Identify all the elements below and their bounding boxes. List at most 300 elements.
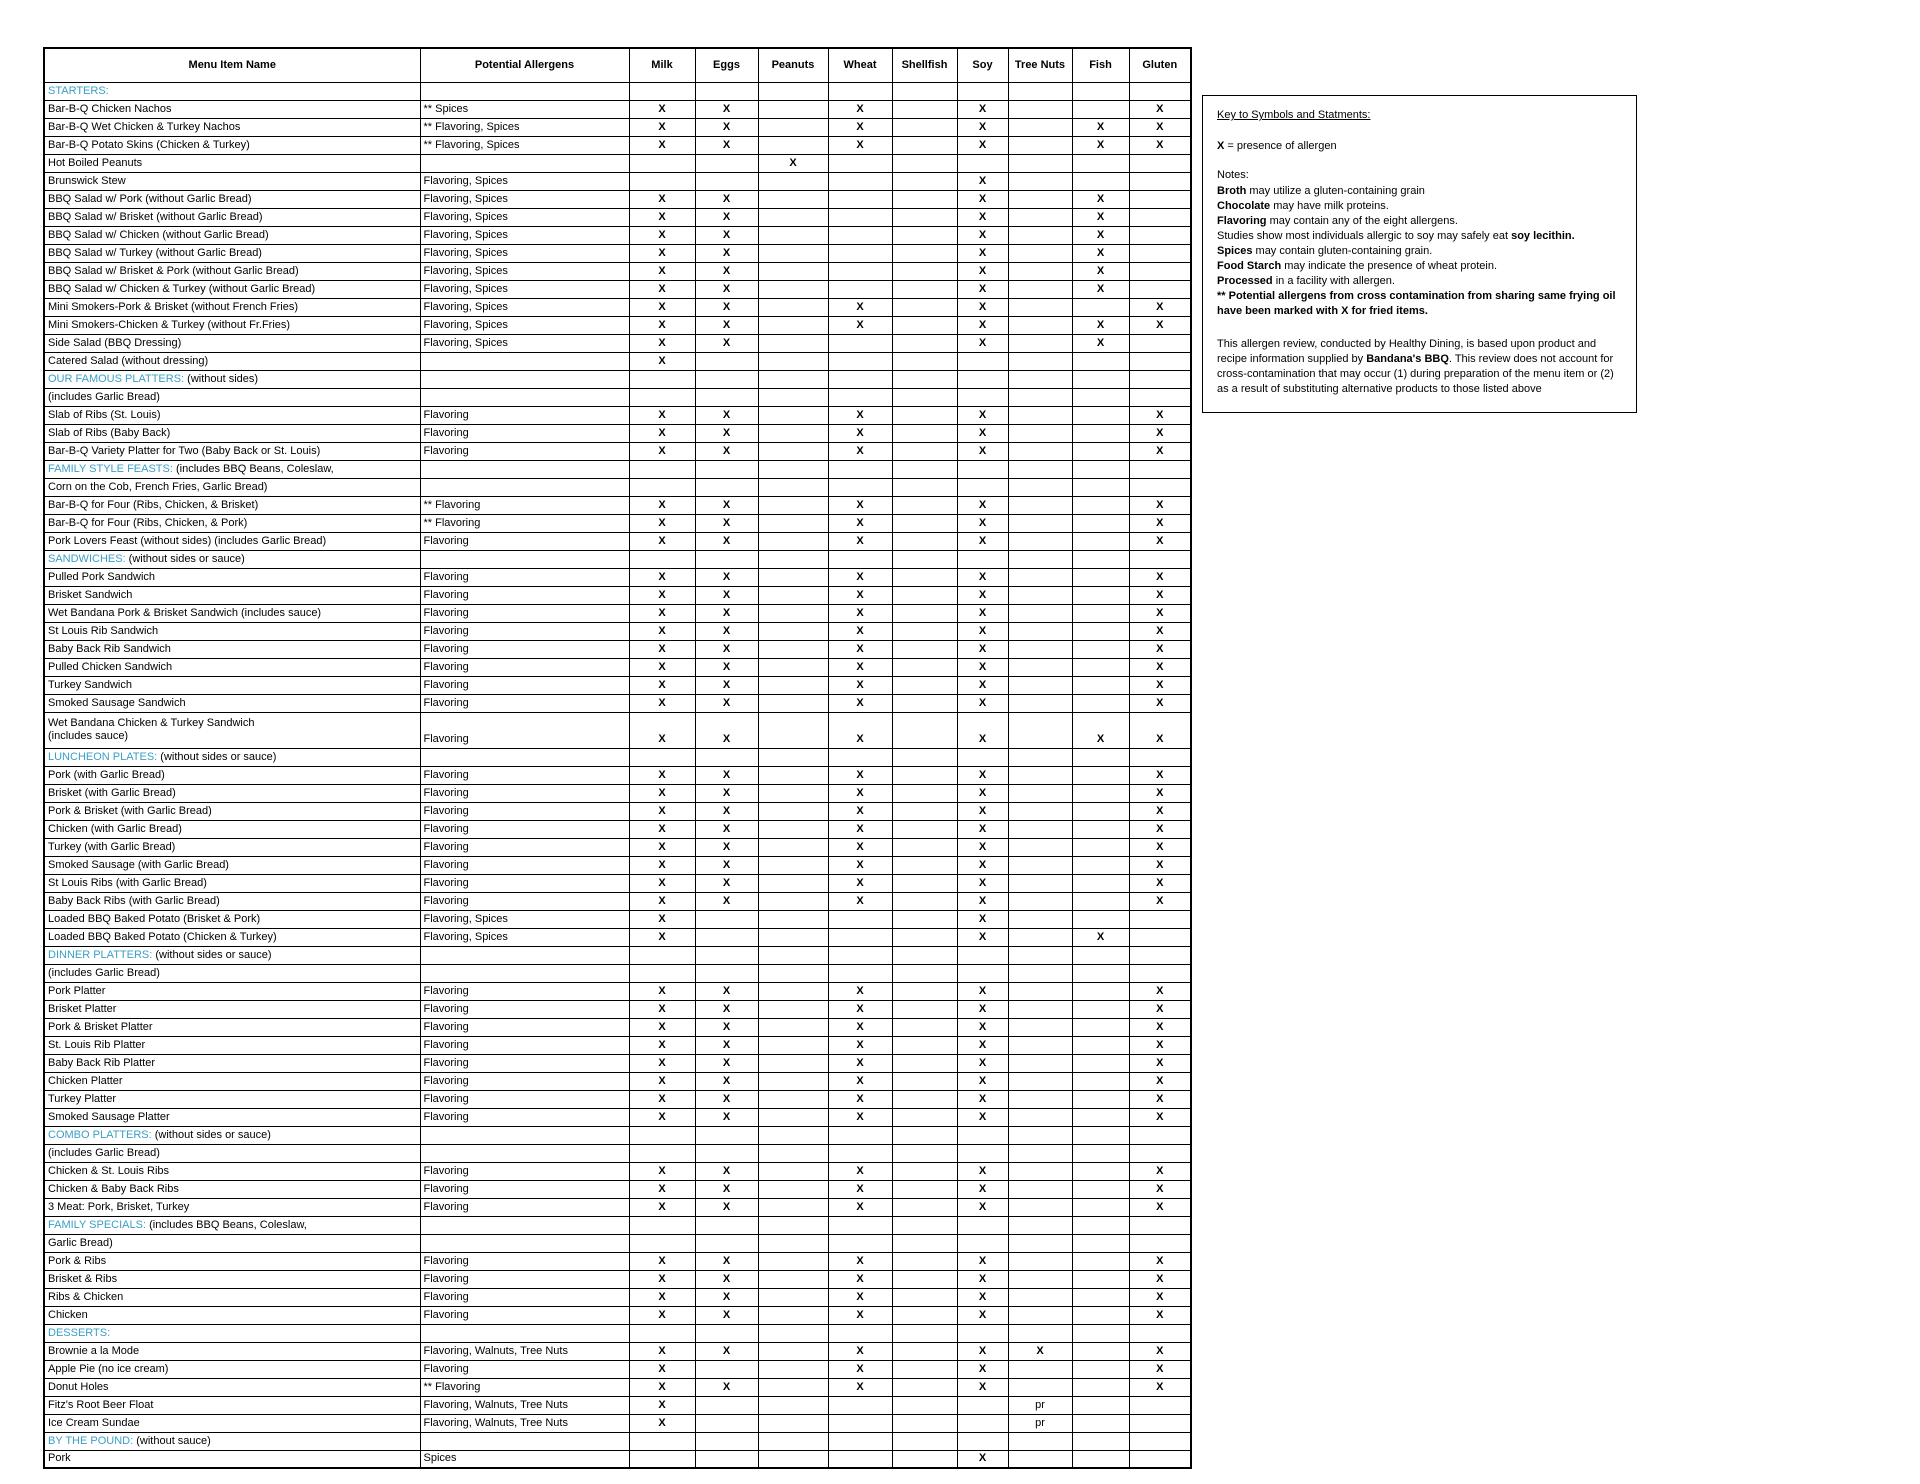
mark-cell: X — [695, 838, 758, 856]
mark-cell: X — [695, 424, 758, 442]
mark-cell: X — [828, 532, 892, 550]
menu-item-cell: Loaded BBQ Baked Potato (Chicken & Turkey) — [44, 928, 420, 946]
mark-cell: X — [695, 766, 758, 784]
section-title: OUR FAMOUS PLATTERS: — [48, 372, 185, 385]
mark-cell — [1008, 1108, 1072, 1126]
mark-cell — [892, 1018, 957, 1036]
mark-cell — [758, 640, 828, 658]
menu-item-cell: Pulled Chicken Sandwich — [44, 658, 420, 676]
section-continuation-row — [44, 1234, 1191, 1252]
mark-cell — [1008, 586, 1072, 604]
mark-cell — [1072, 1270, 1129, 1288]
mark-cell: X — [629, 622, 695, 640]
allergens-cell: Flavoring — [420, 1108, 629, 1126]
menu-item-cell: Chicken (with Garlic Bread) — [44, 820, 420, 838]
mark-cell — [957, 478, 1008, 496]
mark-cell: X — [957, 100, 1008, 118]
menu-item-cell: BBQ Salad w/ Turkey (without Garlic Bread) — [44, 244, 420, 262]
menu-item-row — [44, 982, 1191, 1000]
mark-cell — [758, 982, 828, 1000]
mark-cell: pr — [1008, 1396, 1072, 1414]
mark-cell — [629, 460, 695, 478]
mark-cell — [758, 208, 828, 226]
mark-cell — [892, 784, 957, 802]
section-continuation-cell: (includes Garlic Bread) — [44, 1144, 420, 1162]
allergens-cell: Spices — [420, 1450, 629, 1468]
menu-item-cell: BBQ Salad w/ Chicken & Turkey (without Garlic Bread) — [44, 280, 420, 298]
mark-cell — [957, 1126, 1008, 1144]
menu-item-cell: Chicken & Baby Back Ribs — [44, 1180, 420, 1198]
mark-cell — [1129, 226, 1191, 244]
mark-cell — [892, 442, 957, 460]
menu-item-row — [44, 784, 1191, 802]
mark-cell — [758, 928, 828, 946]
mark-cell — [892, 622, 957, 640]
mark-cell: X — [695, 262, 758, 280]
allergens-cell: Flavoring — [420, 676, 629, 694]
mark-cell — [1008, 856, 1072, 874]
mark-cell: X — [957, 496, 1008, 514]
menu-item-cell: Turkey Platter — [44, 1090, 420, 1108]
mark-cell — [1008, 982, 1072, 1000]
mark-cell — [695, 1324, 758, 1342]
mark-cell — [1129, 1414, 1191, 1432]
menu-item-cell: Hot Boiled Peanuts — [44, 154, 420, 172]
mark-cell — [758, 1126, 828, 1144]
mark-cell — [892, 100, 957, 118]
mark-cell — [1008, 1198, 1072, 1216]
menu-item-cell: Pork Lovers Feast (without sides) (includes Garlic Bread) — [44, 532, 420, 550]
section-row — [44, 82, 1191, 100]
mark-cell: X — [828, 586, 892, 604]
mark-cell: X — [695, 1018, 758, 1036]
mark-cell — [892, 1324, 957, 1342]
section-row — [44, 1216, 1191, 1234]
review-paragraph: This allergen review, conducted by Healthy Dining, is based upon product and recipe information supplied by Bandana's BBQ. This review does not account for cross-contamination that may occur (1) during preparation of the menu item or (2) as a result of substituting alternative products to those listed above — [1217, 338, 1614, 395]
allergens-cell: Flavoring — [420, 658, 629, 676]
mark-cell — [1008, 910, 1072, 928]
menu-item-cell: Bar-B-Q Variety Platter for Two (Baby Back or St. Louis) — [44, 442, 420, 460]
mark-cell: X — [957, 1090, 1008, 1108]
allergens-cell: Flavoring — [420, 892, 629, 910]
menu-item-cell: Fitz's Root Beer Float — [44, 1396, 420, 1414]
menu-item-row — [44, 424, 1191, 442]
mark-cell — [892, 532, 957, 550]
section-title: FAMILY STYLE FEASTS: — [48, 462, 173, 475]
mark-cell — [758, 1090, 828, 1108]
mark-cell: X — [629, 1198, 695, 1216]
mark-cell — [695, 172, 758, 190]
mark-cell — [1008, 694, 1072, 712]
mark-cell — [758, 1378, 828, 1396]
mark-cell — [1008, 100, 1072, 118]
allergens-cell — [420, 154, 629, 172]
allergens-cell: Flavoring — [420, 820, 629, 838]
allergens-cell — [420, 1144, 629, 1162]
mark-cell — [758, 1396, 828, 1414]
mark-cell: X — [957, 1108, 1008, 1126]
mark-cell — [957, 946, 1008, 964]
mark-cell — [758, 784, 828, 802]
mark-cell: X — [695, 658, 758, 676]
mark-cell: X — [629, 586, 695, 604]
allergens-cell: Flavoring, Walnuts, Tree Nuts — [420, 1342, 629, 1360]
mark-cell — [758, 604, 828, 622]
mark-cell — [695, 1396, 758, 1414]
mark-cell: X — [1129, 640, 1191, 658]
mark-cell — [1072, 784, 1129, 802]
mark-cell — [1008, 352, 1072, 370]
mark-cell: X — [1072, 226, 1129, 244]
mark-cell — [629, 1126, 695, 1144]
mark-cell: X — [695, 640, 758, 658]
menu-item-cell: Chicken Platter — [44, 1072, 420, 1090]
mark-cell — [1129, 370, 1191, 388]
menu-item-row — [44, 604, 1191, 622]
menu-item-row — [44, 802, 1191, 820]
mark-cell — [1008, 658, 1072, 676]
mark-cell — [629, 154, 695, 172]
menu-item-row — [44, 1072, 1191, 1090]
menu-item-cell: Turkey Sandwich — [44, 676, 420, 694]
mark-cell — [957, 550, 1008, 568]
mark-cell — [957, 460, 1008, 478]
allergens-cell: Flavoring, Spices — [420, 316, 629, 334]
mark-cell — [1129, 1324, 1191, 1342]
key-note: Food Starch may indicate the presence of wheat protein. — [1217, 260, 1498, 272]
mark-cell — [1072, 640, 1129, 658]
mark-cell: X — [828, 766, 892, 784]
mark-cell — [892, 226, 957, 244]
mark-cell — [1072, 1432, 1129, 1450]
mark-cell — [828, 550, 892, 568]
mark-cell: X — [1072, 712, 1129, 748]
mark-cell: X — [629, 496, 695, 514]
menu-item-row — [44, 280, 1191, 298]
mark-cell — [758, 100, 828, 118]
allergens-cell: Flavoring — [420, 1306, 629, 1324]
mark-cell: X — [695, 514, 758, 532]
menu-item-row — [44, 1342, 1191, 1360]
menu-item-cell: Ice Cream Sundae — [44, 1414, 420, 1432]
mark-cell: X — [828, 442, 892, 460]
mark-cell — [1072, 802, 1129, 820]
allergens-cell: Flavoring, Spices — [420, 208, 629, 226]
mark-cell: X — [629, 640, 695, 658]
mark-cell — [1072, 1108, 1129, 1126]
allergens-cell: Flavoring — [420, 1054, 629, 1072]
menu-item-cell: Brisket (with Garlic Bread) — [44, 784, 420, 802]
menu-item-row — [44, 1306, 1191, 1324]
menu-item-cell: Pork & Brisket (with Garlic Bread) — [44, 802, 420, 820]
menu-item-cell: Slab of Ribs (St. Louis) — [44, 406, 420, 424]
mark-cell — [758, 1288, 828, 1306]
mark-cell — [758, 1036, 828, 1054]
mark-cell: X — [1129, 1108, 1191, 1126]
mark-cell: X — [1129, 676, 1191, 694]
key-title: Key to Symbols and Statments: — [1217, 109, 1371, 121]
mark-cell — [828, 208, 892, 226]
mark-cell: X — [957, 208, 1008, 226]
mark-cell: X — [1072, 208, 1129, 226]
mark-cell — [892, 478, 957, 496]
mark-cell: X — [629, 1000, 695, 1018]
mark-cell: X — [828, 874, 892, 892]
mark-cell — [758, 442, 828, 460]
mark-cell — [1008, 748, 1072, 766]
allergens-cell — [420, 1216, 629, 1234]
mark-cell: X — [828, 892, 892, 910]
mark-cell: X — [629, 604, 695, 622]
mark-cell — [892, 550, 957, 568]
allergens-cell: Flavoring — [420, 694, 629, 712]
mark-cell: X — [1129, 424, 1191, 442]
mark-cell — [758, 406, 828, 424]
mark-cell — [892, 982, 957, 1000]
mark-cell: X — [828, 640, 892, 658]
mark-cell — [695, 1450, 758, 1468]
mark-cell: X — [1072, 316, 1129, 334]
section-row — [44, 1324, 1191, 1342]
allergens-cell: Flavoring, Spices — [420, 244, 629, 262]
mark-cell — [1072, 1036, 1129, 1054]
mark-cell: X — [695, 856, 758, 874]
mark-cell: X — [828, 1252, 892, 1270]
mark-cell: X — [828, 1306, 892, 1324]
mark-cell: X — [695, 1252, 758, 1270]
menu-item-cell: St Louis Rib Sandwich — [44, 622, 420, 640]
mark-cell — [1072, 460, 1129, 478]
mark-cell — [892, 1162, 957, 1180]
mark-cell — [957, 388, 1008, 406]
mark-cell: X — [957, 406, 1008, 424]
mark-cell — [1008, 136, 1072, 154]
mark-cell: X — [695, 802, 758, 820]
mark-cell: X — [1129, 1018, 1191, 1036]
mark-cell — [892, 82, 957, 100]
allergens-cell: Flavoring — [420, 1090, 629, 1108]
mark-cell — [1072, 946, 1129, 964]
mark-cell — [892, 946, 957, 964]
mark-cell: X — [957, 874, 1008, 892]
mark-cell: X — [629, 532, 695, 550]
mark-cell: X — [695, 1072, 758, 1090]
mark-cell — [1008, 154, 1072, 172]
mark-cell — [828, 1414, 892, 1432]
mark-cell — [892, 1288, 957, 1306]
section-row — [44, 946, 1191, 964]
mark-cell — [1129, 262, 1191, 280]
menu-item-cell: Bar-B-Q Wet Chicken & Turkey Nachos — [44, 118, 420, 136]
mark-cell: X — [695, 190, 758, 208]
mark-cell — [828, 190, 892, 208]
header-row — [44, 48, 1191, 82]
allergens-cell — [420, 946, 629, 964]
mark-cell: X — [828, 1108, 892, 1126]
key-note: ** Potential allergens from cross contamination from sharing same frying oil have been marked with X for fried items. — [1217, 290, 1616, 317]
menu-item-row — [44, 1288, 1191, 1306]
mark-cell: X — [695, 136, 758, 154]
mark-cell — [892, 1072, 957, 1090]
mark-cell: X — [1129, 658, 1191, 676]
menu-item-cell: Brunswick Stew — [44, 172, 420, 190]
mark-cell — [758, 1306, 828, 1324]
mark-cell: X — [629, 226, 695, 244]
mark-cell — [1129, 190, 1191, 208]
allergens-cell: Flavoring — [420, 1000, 629, 1018]
menu-item-cell: Loaded BBQ Baked Potato (Brisket & Pork) — [44, 910, 420, 928]
menu-item-row — [44, 1450, 1191, 1468]
mark-cell — [1129, 1450, 1191, 1468]
menu-item-row — [44, 1162, 1191, 1180]
mark-cell: X — [828, 1198, 892, 1216]
menu-item-row — [44, 1018, 1191, 1036]
menu-item-cell: BBQ Salad w/ Brisket (without Garlic Bread) — [44, 208, 420, 226]
section-title-cell — [44, 550, 420, 568]
mark-cell: X — [828, 100, 892, 118]
mark-cell — [695, 550, 758, 568]
menu-item-row — [44, 892, 1191, 910]
allergens-cell: Flavoring — [420, 1162, 629, 1180]
mark-cell — [758, 226, 828, 244]
mark-cell: X — [957, 694, 1008, 712]
mark-cell — [758, 1450, 828, 1468]
mark-cell — [1129, 910, 1191, 928]
mark-cell — [1072, 1450, 1129, 1468]
mark-cell — [1008, 280, 1072, 298]
mark-cell: X — [957, 658, 1008, 676]
mark-cell: X — [629, 892, 695, 910]
mark-cell — [1072, 532, 1129, 550]
mark-cell: X — [629, 1288, 695, 1306]
mark-cell: X — [695, 1198, 758, 1216]
mark-cell: X — [695, 1090, 758, 1108]
allergens-cell: ** Flavoring — [420, 514, 629, 532]
menu-item-row — [44, 1378, 1191, 1396]
allergens-cell: Flavoring — [420, 640, 629, 658]
mark-cell: X — [1129, 1072, 1191, 1090]
mark-cell: X — [957, 136, 1008, 154]
mark-cell — [1008, 244, 1072, 262]
mark-cell — [892, 748, 957, 766]
mark-cell: X — [695, 1270, 758, 1288]
mark-cell: X — [957, 820, 1008, 838]
mark-cell: X — [828, 118, 892, 136]
mark-cell — [892, 136, 957, 154]
allergens-cell — [420, 388, 629, 406]
allergens-cell: Flavoring — [420, 1270, 629, 1288]
mark-cell: X — [828, 1342, 892, 1360]
mark-cell: X — [1129, 712, 1191, 748]
mark-cell — [828, 154, 892, 172]
mark-cell: X — [629, 280, 695, 298]
menu-item-cell: Donut Holes — [44, 1378, 420, 1396]
mark-cell: X — [629, 1414, 695, 1432]
mark-cell — [758, 82, 828, 100]
mark-cell: X — [629, 802, 695, 820]
mark-cell — [758, 676, 828, 694]
mark-cell — [957, 82, 1008, 100]
mark-cell — [892, 1396, 957, 1414]
mark-cell — [1072, 568, 1129, 586]
allergens-cell: Flavoring — [420, 604, 629, 622]
mark-cell: X — [1129, 694, 1191, 712]
mark-cell — [758, 190, 828, 208]
mark-cell: X — [1129, 820, 1191, 838]
mark-cell: X — [957, 856, 1008, 874]
col-milk: Milk — [629, 48, 695, 82]
mark-cell — [1129, 748, 1191, 766]
mark-cell — [1008, 622, 1072, 640]
mark-cell — [1072, 1234, 1129, 1252]
mark-cell: X — [629, 568, 695, 586]
menu-item-cell — [44, 712, 420, 748]
mark-cell — [758, 1144, 828, 1162]
mark-cell — [1072, 424, 1129, 442]
allergens-cell: Flavoring — [420, 1018, 629, 1036]
mark-cell: X — [695, 442, 758, 460]
menu-item-row — [44, 1054, 1191, 1072]
section-title: FAMILY SPECIALS: — [48, 1218, 147, 1231]
menu-item-cell: Mini Smokers-Chicken & Turkey (without Fr.Fries) — [44, 316, 420, 334]
allergens-cell: ** Flavoring — [420, 496, 629, 514]
allergens-cell: Flavoring — [420, 766, 629, 784]
mark-cell — [828, 478, 892, 496]
mark-cell — [629, 748, 695, 766]
mark-cell — [1008, 874, 1072, 892]
mark-cell: X — [1129, 316, 1191, 334]
mark-cell — [892, 262, 957, 280]
mark-cell — [1129, 352, 1191, 370]
section-title-cell — [44, 1126, 420, 1144]
allergens-cell: Flavoring, Walnuts, Tree Nuts — [420, 1414, 629, 1432]
menu-item-row — [44, 910, 1191, 928]
mark-cell — [1008, 190, 1072, 208]
mark-cell — [758, 1108, 828, 1126]
section-row — [44, 1126, 1191, 1144]
allergens-cell: Flavoring — [420, 982, 629, 1000]
mark-cell — [828, 388, 892, 406]
mark-cell — [758, 298, 828, 316]
mark-cell — [695, 928, 758, 946]
menu-item-cell: Brisket Sandwich — [44, 586, 420, 604]
section-title: BY THE POUND: — [48, 1434, 134, 1447]
menu-item-cell: BBQ Salad w/ Pork (without Garlic Bread) — [44, 190, 420, 208]
mark-cell: X — [957, 424, 1008, 442]
mark-cell — [892, 1414, 957, 1432]
mark-cell — [629, 388, 695, 406]
menu-item-row — [44, 766, 1191, 784]
mark-cell: X — [957, 226, 1008, 244]
menu-item-cell: Brisket Platter — [44, 1000, 420, 1018]
col-wheat: Wheat — [828, 48, 892, 82]
mark-cell: X — [1072, 136, 1129, 154]
key-x-line: X = presence of allergen — [1217, 140, 1337, 152]
mark-cell — [892, 568, 957, 586]
section-suffix: (without sauce) — [133, 1434, 211, 1447]
mark-cell — [758, 856, 828, 874]
mark-cell — [1072, 172, 1129, 190]
mark-cell: X — [828, 658, 892, 676]
section-suffix: (includes BBQ Beans, Coleslaw, — [172, 462, 334, 475]
mark-cell — [1072, 694, 1129, 712]
menu-item-cell: 3 Meat: Pork, Brisket, Turkey — [44, 1198, 420, 1216]
mark-cell: X — [957, 604, 1008, 622]
mark-cell — [892, 1360, 957, 1378]
mark-cell: X — [957, 1252, 1008, 1270]
mark-cell — [892, 496, 957, 514]
mark-cell — [892, 1108, 957, 1126]
